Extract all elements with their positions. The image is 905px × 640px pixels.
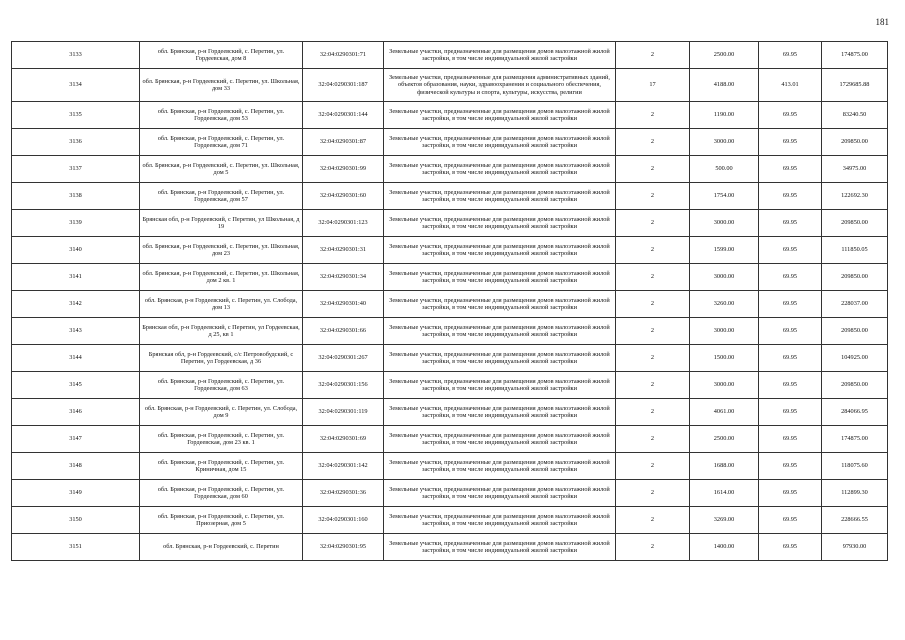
land-use-cell: Земельные участки, предназначенные для размещения домов малоэтажной жилой застройки, в том числе индивидуальной жилой застройки [384, 534, 616, 561]
cadastral-number-cell: 32:04:0290301:123 [303, 210, 384, 237]
row-number-cell: 3140 [12, 237, 140, 264]
cadastral-value-cell: 97930.00 [822, 534, 888, 561]
row-number-cell: 3139 [12, 210, 140, 237]
address-cell: обл. Брянская, р-н Гордеевский, с. Перетин, ул. Слобода, дом 9 [140, 399, 303, 426]
specific-value-cell: 69.95 [759, 534, 822, 561]
row-number-cell: 3143 [12, 318, 140, 345]
land-use-cell: Земельные участки, предназначенные для размещения домов малоэтажной жилой застройки, в том числе индивидуальной жилой застройки [384, 183, 616, 210]
specific-value-cell: 69.95 [759, 480, 822, 507]
address-cell: обл. Брянская, р-н Гордеевский, с. Перетин, ул. Школьная, дом 23 [140, 237, 303, 264]
cadastral-number-cell: 32:04:0290301:160 [303, 507, 384, 534]
cadastral-value-cell: 228037.00 [822, 291, 888, 318]
specific-value-cell: 69.95 [759, 507, 822, 534]
area-cell: 500.00 [690, 156, 759, 183]
row-number-cell: 3147 [12, 426, 140, 453]
area-cell: 2500.00 [690, 42, 759, 69]
specific-value-cell: 69.95 [759, 399, 822, 426]
cadastral-number-cell: 32:04:0290301:144 [303, 102, 384, 129]
table-row [12, 534, 888, 561]
table-row [12, 426, 888, 453]
table-row [12, 69, 888, 102]
address-cell: Брянская обл, р-н Гордеевский, с/с Петровобудский, с Перетин, ул Гордеевская, д 36 [140, 345, 303, 372]
table-row [12, 345, 888, 372]
area-cell: 1190.00 [690, 102, 759, 129]
cadastral-value-cell: 209850.00 [822, 264, 888, 291]
specific-value-cell: 69.95 [759, 264, 822, 291]
table-row [12, 42, 888, 69]
land-use-cell: Земельные участки, предназначенные для размещения домов малоэтажной жилой застройки, в том числе индивидуальной жилой застройки [384, 480, 616, 507]
cadastral-number-cell: 32:04:0290301:95 [303, 534, 384, 561]
group-number-cell: 2 [616, 42, 690, 69]
cadastral-number-cell: 32:04:0290301:69 [303, 426, 384, 453]
specific-value-cell: 69.95 [759, 237, 822, 264]
table-row [12, 318, 888, 345]
specific-value-cell: 69.95 [759, 291, 822, 318]
group-number-cell: 2 [616, 345, 690, 372]
group-number-cell: 2 [616, 453, 690, 480]
cadastral-value-cell: 209850.00 [822, 129, 888, 156]
group-number-cell: 2 [616, 507, 690, 534]
land-use-cell: Земельные участки, предназначенные для размещения домов малоэтажной жилой застройки, в том числе индивидуальной жилой застройки [384, 426, 616, 453]
table-row [12, 237, 888, 264]
address-cell: обл. Брянская, р-н Гордеевский, с. Перетин, ул. Слобода, дом 13 [140, 291, 303, 318]
row-number-cell: 3144 [12, 345, 140, 372]
group-number-cell: 2 [616, 534, 690, 561]
row-number-cell: 3136 [12, 129, 140, 156]
row-number-cell: 3149 [12, 480, 140, 507]
cadastral-value-cell: 174875.00 [822, 42, 888, 69]
area-cell: 3000.00 [690, 129, 759, 156]
cadastral-number-cell: 32:04:0290301:60 [303, 183, 384, 210]
table-row [12, 453, 888, 480]
specific-value-cell: 69.95 [759, 372, 822, 399]
area-cell: 1614.00 [690, 480, 759, 507]
address-cell: обл. Брянская, р-н Гордеевский, с. Перетин, ул. Приозерная, дом 5 [140, 507, 303, 534]
specific-value-cell: 69.95 [759, 129, 822, 156]
group-number-cell: 2 [616, 264, 690, 291]
cadastral-number-cell: 32:04:0290301:119 [303, 399, 384, 426]
cadastral-value-cell: 104925.00 [822, 345, 888, 372]
group-number-cell: 17 [616, 69, 690, 102]
row-number-cell: 3148 [12, 453, 140, 480]
land-use-cell: Земельные участки, предназначенные для размещения домов малоэтажной жилой застройки, в том числе индивидуальной жилой застройки [384, 210, 616, 237]
cadastral-number-cell: 32:04:0290301:36 [303, 480, 384, 507]
specific-value-cell: 69.95 [759, 210, 822, 237]
area-cell: 3000.00 [690, 210, 759, 237]
cadastral-value-cell: 83240.50 [822, 102, 888, 129]
row-number-cell: 3137 [12, 156, 140, 183]
cadastral-number-cell: 32:04:0290301:156 [303, 372, 384, 399]
area-cell: 1688.00 [690, 453, 759, 480]
land-use-cell: Земельные участки, предназначенные для размещения домов малоэтажной жилой застройки, в том числе индивидуальной жилой застройки [384, 156, 616, 183]
area-cell: 2500.00 [690, 426, 759, 453]
address-cell: обл. Брянская, р-н Гордеевский, с. Перетин, ул. Школьная, дом 33 [140, 69, 303, 102]
cadastral-number-cell: 32:04:0290301:187 [303, 69, 384, 102]
table-row [12, 507, 888, 534]
row-number-cell: 3133 [12, 42, 140, 69]
land-use-cell: Земельные участки, предназначенные для размещения административных зданий, объектов образования, науки, здравоохранения и социального обеспечения, физической культуры и спорта, культуры, искусства, религии [384, 69, 616, 102]
area-cell: 1400.00 [690, 534, 759, 561]
row-number-cell: 3138 [12, 183, 140, 210]
address-cell: Брянская обл, р-н Гордеевский, с Перетин, ул Школьная, д 19 [140, 210, 303, 237]
row-number-cell: 3135 [12, 102, 140, 129]
land-use-cell: Земельные участки, предназначенные для размещения домов малоэтажной жилой застройки, в том числе индивидуальной жилой застройки [384, 453, 616, 480]
land-use-cell: Земельные участки, предназначенные для размещения домов малоэтажной жилой застройки, в том числе индивидуальной жилой застройки [384, 42, 616, 69]
table-row [12, 264, 888, 291]
group-number-cell: 2 [616, 183, 690, 210]
land-use-cell: Земельные участки, предназначенные для размещения домов малоэтажной жилой застройки, в том числе индивидуальной жилой застройки [384, 291, 616, 318]
group-number-cell: 2 [616, 210, 690, 237]
table-row [12, 210, 888, 237]
group-number-cell: 2 [616, 480, 690, 507]
cadastral-value-table [11, 41, 888, 561]
cadastral-value-cell: 112899.30 [822, 480, 888, 507]
group-number-cell: 2 [616, 129, 690, 156]
specific-value-cell: 69.95 [759, 426, 822, 453]
specific-value-cell: 69.95 [759, 453, 822, 480]
area-cell: 4061.00 [690, 399, 759, 426]
table-row [12, 102, 888, 129]
area-cell: 4188.00 [690, 69, 759, 102]
land-use-cell: Земельные участки, предназначенные для размещения домов малоэтажной жилой застройки, в том числе индивидуальной жилой застройки [384, 264, 616, 291]
address-cell: обл. Брянская, р-н Гордеевский, с. Перетин, ул. Гордеевская, дом 63 [140, 372, 303, 399]
table-row [12, 480, 888, 507]
specific-value-cell: 69.95 [759, 156, 822, 183]
address-cell: обл. Брянская, р-н Гордеевский, с. Перетин, ул. Гордеевская, дом 53 [140, 102, 303, 129]
area-cell: 3000.00 [690, 318, 759, 345]
cadastral-number-cell: 32:04:0290301:31 [303, 237, 384, 264]
cadastral-value-cell: 209850.00 [822, 318, 888, 345]
cadastral-value-cell: 34975.00 [822, 156, 888, 183]
cadastral-number-cell: 32:04:0290301:40 [303, 291, 384, 318]
table-row [12, 183, 888, 210]
table-row [12, 372, 888, 399]
page-number: 181 [875, 17, 889, 27]
address-cell: обл. Брянская, р-н Гордеевский, с. Перетин [140, 534, 303, 561]
row-number-cell: 3151 [12, 534, 140, 561]
table-row [12, 399, 888, 426]
group-number-cell: 2 [616, 372, 690, 399]
group-number-cell: 2 [616, 426, 690, 453]
row-number-cell: 3142 [12, 291, 140, 318]
row-number-cell: 3150 [12, 507, 140, 534]
table-body [12, 42, 888, 561]
specific-value-cell: 69.95 [759, 318, 822, 345]
address-cell: обл. Брянская, р-н Гордеевский, с. Перетин, ул. Школьная, дом 5 [140, 156, 303, 183]
row-number-cell: 3145 [12, 372, 140, 399]
specific-value-cell: 413.01 [759, 69, 822, 102]
cadastral-number-cell: 32:04:0290301:267 [303, 345, 384, 372]
cadastral-value-cell: 118075.60 [822, 453, 888, 480]
group-number-cell: 2 [616, 399, 690, 426]
group-number-cell: 2 [616, 156, 690, 183]
area-cell: 1754.00 [690, 183, 759, 210]
cadastral-value-cell: 284066.95 [822, 399, 888, 426]
area-cell: 3269.00 [690, 507, 759, 534]
land-use-cell: Земельные участки, предназначенные для размещения домов малоэтажной жилой застройки, в том числе индивидуальной жилой застройки [384, 345, 616, 372]
address-cell: обл. Брянская, р-н Гордеевский, с. Перетин, ул. Гордеевская, дом 57 [140, 183, 303, 210]
cadastral-value-cell: 111850.05 [822, 237, 888, 264]
row-number-cell: 3141 [12, 264, 140, 291]
cadastral-number-cell: 32:04:0290301:99 [303, 156, 384, 183]
specific-value-cell: 69.95 [759, 42, 822, 69]
area-cell: 3000.00 [690, 264, 759, 291]
land-use-cell: Земельные участки, предназначенные для размещения домов малоэтажной жилой застройки, в том числе индивидуальной жилой застройки [384, 102, 616, 129]
area-cell: 3000.00 [690, 372, 759, 399]
area-cell: 3260.00 [690, 291, 759, 318]
land-use-cell: Земельные участки, предназначенные для размещения домов малоэтажной жилой застройки, в том числе индивидуальной жилой застройки [384, 399, 616, 426]
land-use-cell: Земельные участки, предназначенные для размещения домов малоэтажной жилой застройки, в том числе индивидуальной жилой застройки [384, 507, 616, 534]
land-use-cell: Земельные участки, предназначенные для размещения домов малоэтажной жилой застройки, в том числе индивидуальной жилой застройки [384, 237, 616, 264]
group-number-cell: 2 [616, 318, 690, 345]
cadastral-value-cell: 209850.00 [822, 210, 888, 237]
group-number-cell: 2 [616, 102, 690, 129]
table-row [12, 156, 888, 183]
cadastral-value-cell: 174875.00 [822, 426, 888, 453]
row-number-cell: 3134 [12, 69, 140, 102]
cadastral-number-cell: 32:04:0290301:66 [303, 318, 384, 345]
area-cell: 1599.00 [690, 237, 759, 264]
row-number-cell: 3146 [12, 399, 140, 426]
specific-value-cell: 69.95 [759, 102, 822, 129]
table-row [12, 291, 888, 318]
specific-value-cell: 69.95 [759, 183, 822, 210]
table-row [12, 129, 888, 156]
address-cell: обл. Брянская, р-н Гордеевский, с. Перетин, ул. Криничная, дом 15 [140, 453, 303, 480]
land-use-cell: Земельные участки, предназначенные для размещения домов малоэтажной жилой застройки, в том числе индивидуальной жилой застройки [384, 372, 616, 399]
land-use-cell: Земельные участки, предназначенные для размещения домов малоэтажной жилой застройки, в том числе индивидуальной жилой застройки [384, 318, 616, 345]
cadastral-number-cell: 32:04:0290301:87 [303, 129, 384, 156]
address-cell: обл. Брянская, р-н Гордеевский, с. Перетин, ул. Гордеевская, дом 23 кв. 1 [140, 426, 303, 453]
address-cell: обл. Брянская, р-н Гордеевский, с. Перетин, ул. Гордеевская, дом 8 [140, 42, 303, 69]
cadastral-value-cell: 209850.00 [822, 372, 888, 399]
cadastral-value-cell: 228666.55 [822, 507, 888, 534]
area-cell: 1500.00 [690, 345, 759, 372]
cadastral-number-cell: 32:04:0290301:34 [303, 264, 384, 291]
cadastral-value-cell: 122692.30 [822, 183, 888, 210]
specific-value-cell: 69.95 [759, 345, 822, 372]
cadastral-number-cell: 32:04:0290301:142 [303, 453, 384, 480]
land-use-cell: Земельные участки, предназначенные для размещения домов малоэтажной жилой застройки, в том числе индивидуальной жилой застройки [384, 129, 616, 156]
address-cell: обл. Брянская, р-н Гордеевский, с. Перетин, ул. Гордеевская, дом 71 [140, 129, 303, 156]
address-cell: обл. Брянская, р-н Гордеевский, с. Перетин, ул. Гордеевская, дом 60 [140, 480, 303, 507]
address-cell: обл. Брянская, р-н Гордеевский, с. Перетин, ул. Школьная, дом 2 кв. 1 [140, 264, 303, 291]
group-number-cell: 2 [616, 237, 690, 264]
cadastral-number-cell: 32:04:0290301:71 [303, 42, 384, 69]
group-number-cell: 2 [616, 291, 690, 318]
address-cell: Брянская обл, р-н Гордеевский, с Перетин, ул Гордеевская, д 25, кв 1 [140, 318, 303, 345]
cadastral-value-cell: 1729685.88 [822, 69, 888, 102]
